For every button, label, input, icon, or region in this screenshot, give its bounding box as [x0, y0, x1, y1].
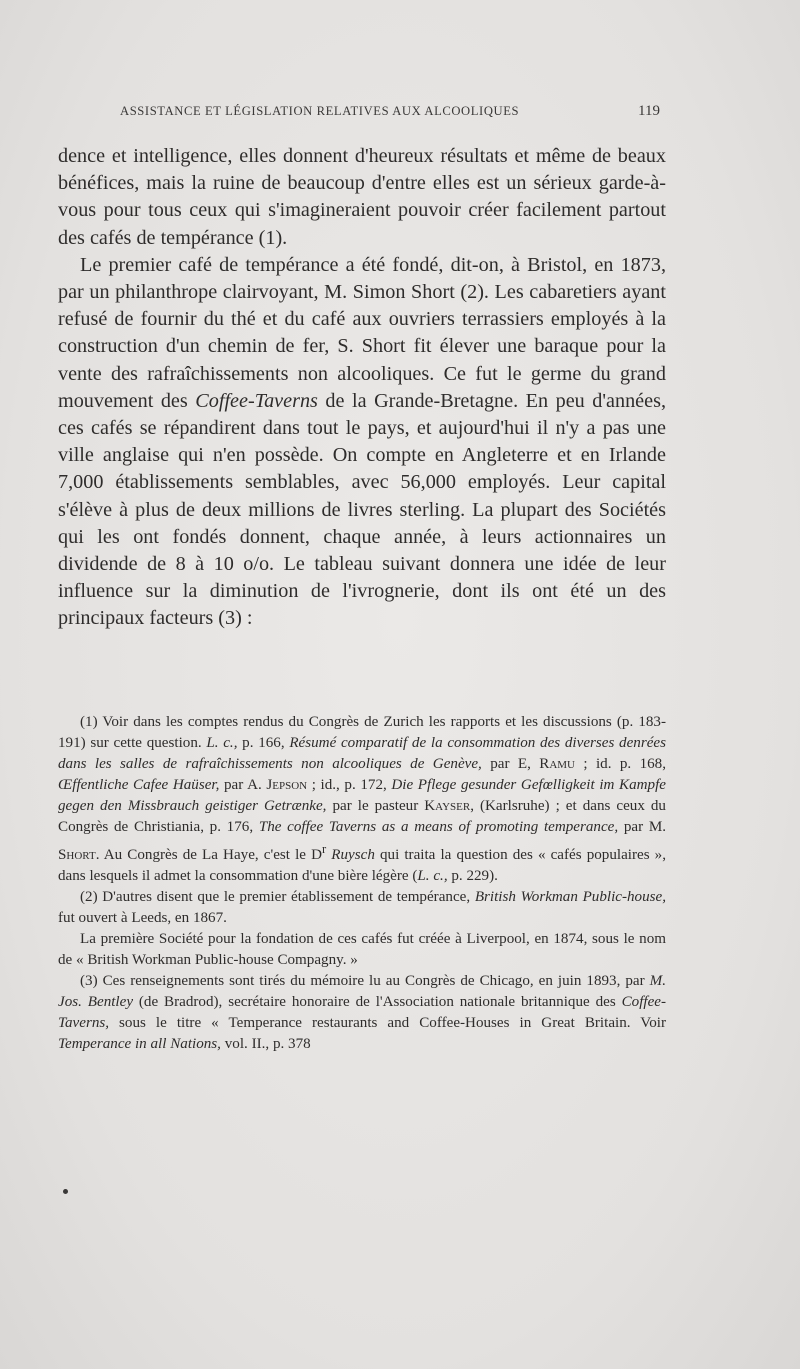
footnote-1: (1) Voir dans les comptes rendus du Congrès de Zurich les rapports et les discussions (p. 183-191) sur cette question. L. c., p. 166, Résumé comparatif de la consommation des diverses denrées dans les salles de rafraîchissements non alcooliques de Genève, par E, Ramu ; id. p. 168, Œffentliche Cafee Haüser, par A. Jepson ; id., p. 172, Die Pflege gesunder Gefœlligkeit im Kampfe gegen den Missbrauch geistiger Getrænke, par le pasteur Kayser, (Karlsruhe) ; et dans ceux du Congrès de Christiania, p. 176, The coffee Taverns as a means of promoting temperance, par M. Short. Au Congrès de La Haye, c'est le $D^r$ Ruysch qui traita la question des « cafés populaires », dans lesquels il admet la consommation d'une bière légère (L. c., p. 229). [58, 714, 667, 884]
paragraph-1: dence et intelligence, elles donnent d'heureux résultats et même de beaux bénéfices, mais la ruine de beaucoup d'entre elles est un sérieux garde-à-vous pour tous ceux qui s'imagineraient pouvoir créer facilement partout des cafés de tempérance (1). [58, 145, 666, 249]
page-number: 119 [638, 103, 660, 119]
text-run: Le premier café de tempérance a été fondé, dit-on, à Bristol, en 1873, par un philanthrope clairvoyant, M. Simon Short (2). Les cabaretiers ayant refusé de fournir du thé et du café aux ouvriers terrassiers employés à la construction d'un chemin de fer, S. Short fit élever une baraque pour la vente des rafraîchissements non alcooliques. Ce fut le germe du grand mouvement des [58, 253, 666, 412]
text-run: de la Grande-Bretagne. En peu d'années, ces cafés se répandirent dans tout le pays, et aujourd'hui il n'y a pas une ville anglaise qui n'en possède. On compte en Angleterre et en Irlande 7,000 établissements semblables, avec 56,000 employés. Leur capital s'élève à plus de deux millions de livres sterling. La plupart des Sociétés qui les ont fondés donnent, chaque année, à leurs actionnaires un dividende de 8 à 10 o/o. Le tableau suivant donnera une idée de leur influence sur la diminution de l'ivrognerie, dont ils ont été un des principaux facteurs (3) : [58, 389, 666, 630]
main-text [58, 143, 666, 633]
ink-speck [63, 1189, 68, 1194]
running-title: ASSISTANCE ET LÉGISLATION RELATIVES AUX ALCOOLIQUES [120, 104, 520, 118]
footnote-3: (3) Ces renseignements sont tirés du mémoire lu au Congrès de Chicago, en juin 1893, par M. Jos. Bentley (de Bradrod), secrétaire honoraire de l'Association nationale britannique des Coffee-Taverns, sous le titre « Temperance restaurants and Coffee-Houses in Great Britain. Voir Temperance in all Nations, vol. II., p. 378 [58, 973, 667, 1053]
footnotes [58, 712, 666, 1056]
italic-run: Coffee-Taverns [195, 389, 318, 412]
running-header [120, 104, 660, 119]
footnote-2-continued: La première Société pour la fondation de ces cafés fut créée à Liverpool, en 1874, sous le nom de « British Workman Public-house Compagny. » [58, 930, 666, 969]
paragraph-2 [58, 252, 666, 633]
footnote-2: (2) D'autres disent que le premier établissement de tempérance, British Workman Public-house, fut ouvert à Leeds, en 1867. [58, 888, 666, 926]
